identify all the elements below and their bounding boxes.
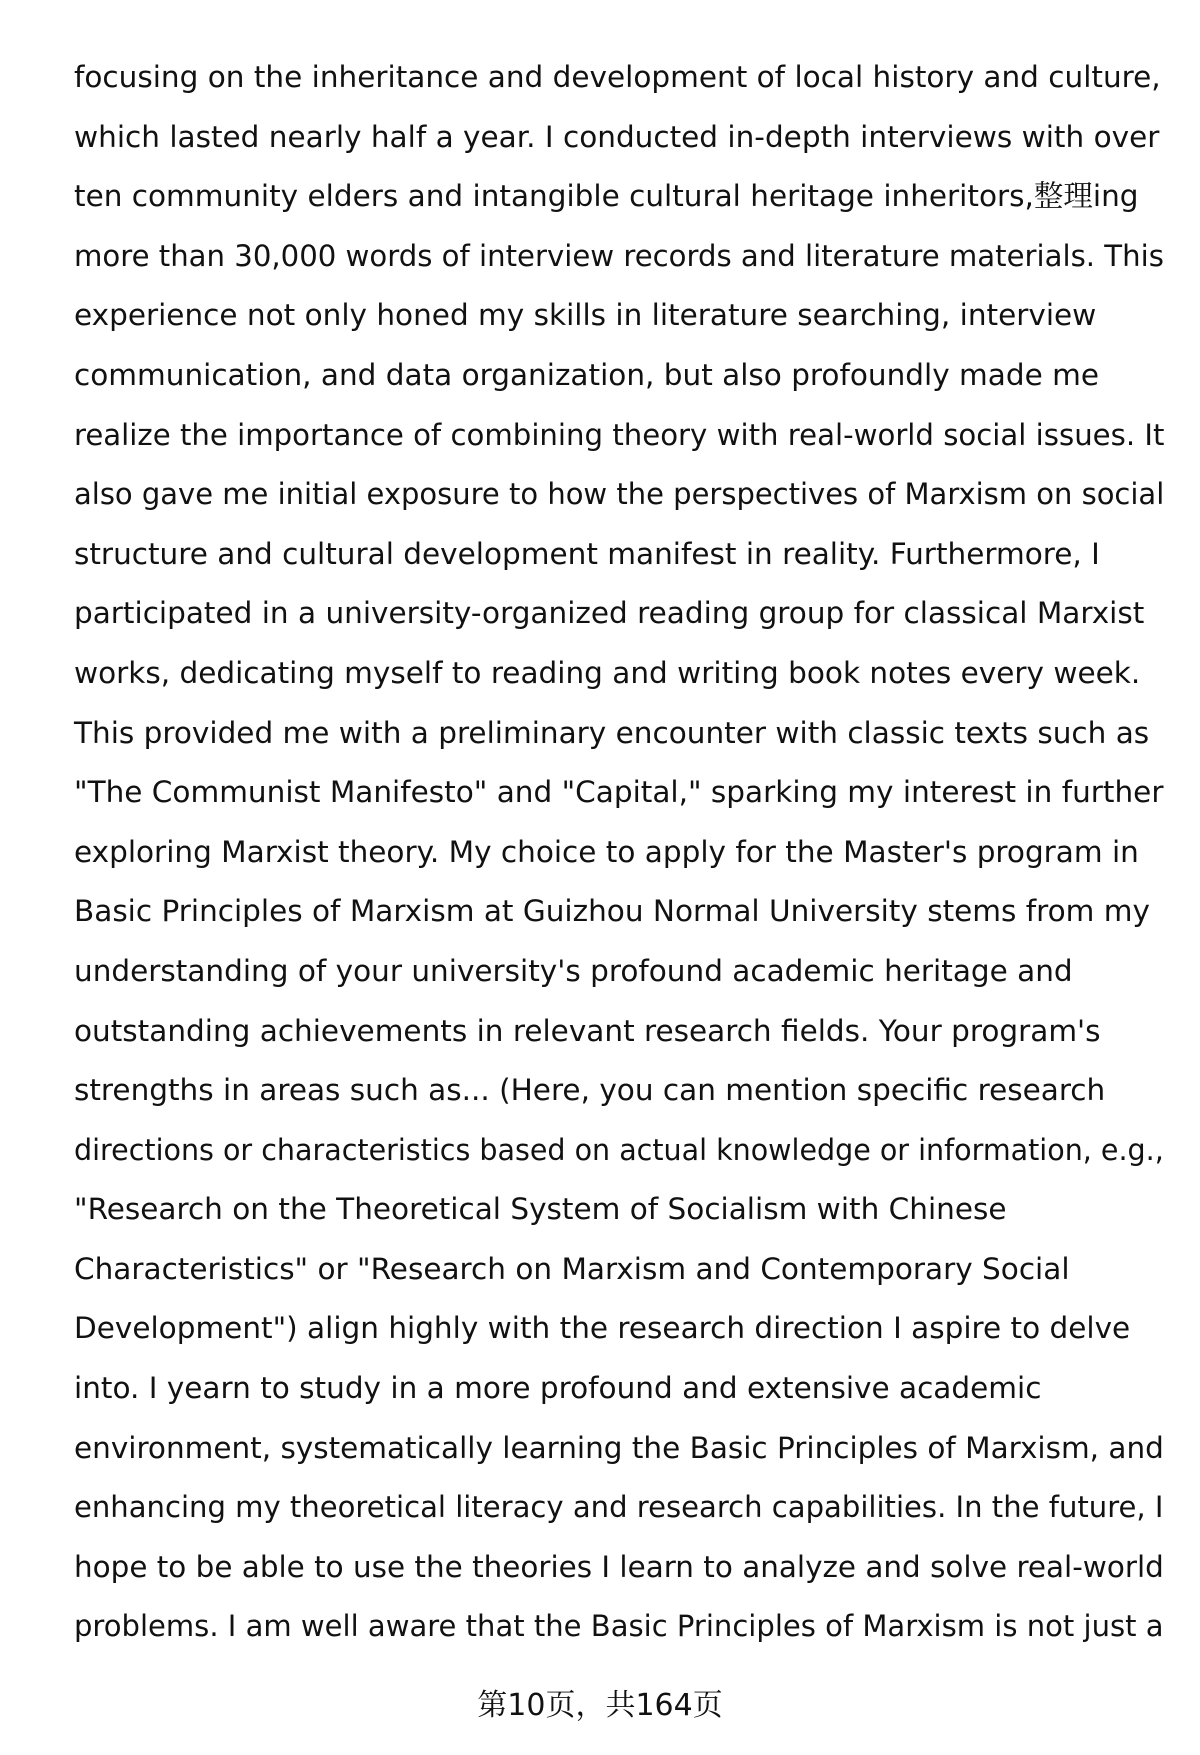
- text-line: directions or characteristics based on actual knowledge or information, e.g.,: [74, 1132, 1164, 1167]
- page-number-footer: 第10页，共164页: [477, 1688, 723, 1723]
- text-line: "The Communist Manifesto" and "Capital," sparking my interest in further: [74, 775, 1164, 810]
- text-line: participated in a university-organized reading group for classical Marxist: [74, 596, 1145, 631]
- text-line: This provided me with a preliminary encounter with classic texts such as: [74, 715, 1150, 750]
- text-line: experience not only honed my skills in literature searching, interview: [74, 298, 1097, 333]
- text-line: environment, systematically learning the Basic Principles of Marxism, and: [74, 1430, 1164, 1465]
- text-line: Characteristics" or "Research on Marxism and Contemporary Social: [74, 1251, 1070, 1286]
- text-line: Development") align highly with the research direction I aspire to delve: [74, 1311, 1131, 1346]
- text-line: problems. I am well aware that the Basic Principles of Marxism is not just a: [74, 1609, 1164, 1644]
- text-line: works, dedicating myself to reading and writing book notes every week.: [74, 655, 1141, 690]
- text-line: "Research on the Theoretical System of Socialism with Chinese: [74, 1192, 1007, 1227]
- text-line: ten community elders and intangible cultural heritage inheritors,整理ing: [74, 179, 1139, 214]
- text-line: realize the importance of combining theory with real-world social issues. It: [74, 417, 1165, 452]
- text-line: Basic Principles of Marxism at Guizhou Normal University stems from my: [74, 894, 1150, 929]
- text-line: strengths in areas such as... (Here, you can mention specific research: [74, 1073, 1106, 1108]
- text-line: outstanding achievements in relevant research fields. Your program's: [74, 1013, 1101, 1048]
- body-text: [74, 48, 1164, 1657]
- text-line: understanding of your university's profound academic heritage and: [74, 953, 1073, 988]
- text-line: more than 30,000 words of interview records and literature materials. This: [74, 238, 1164, 273]
- text-line: focusing on the inheritance and development of local history and culture,: [74, 60, 1161, 94]
- text-line: exploring Marxist theory. My choice to apply for the Master's program in: [74, 834, 1139, 869]
- text-line: enhancing my theoretical literacy and research capabilities. In the future, I: [74, 1490, 1164, 1525]
- text-line: structure and cultural development manifest in reality. Furthermore, I: [74, 536, 1100, 571]
- text-line: also gave me initial exposure to how the perspectives of Marxism on social: [74, 477, 1165, 512]
- text-line: which lasted nearly half a year. I conducted in-depth interviews with over: [74, 119, 1160, 154]
- text-line: into. I yearn to study in a more profound and extensive academic: [74, 1371, 1042, 1406]
- text-line: communication, and data organization, but also profoundly made me: [74, 357, 1099, 392]
- text-line: hope to be able to use the theories I learn to analyze and solve real-world: [74, 1549, 1164, 1584]
